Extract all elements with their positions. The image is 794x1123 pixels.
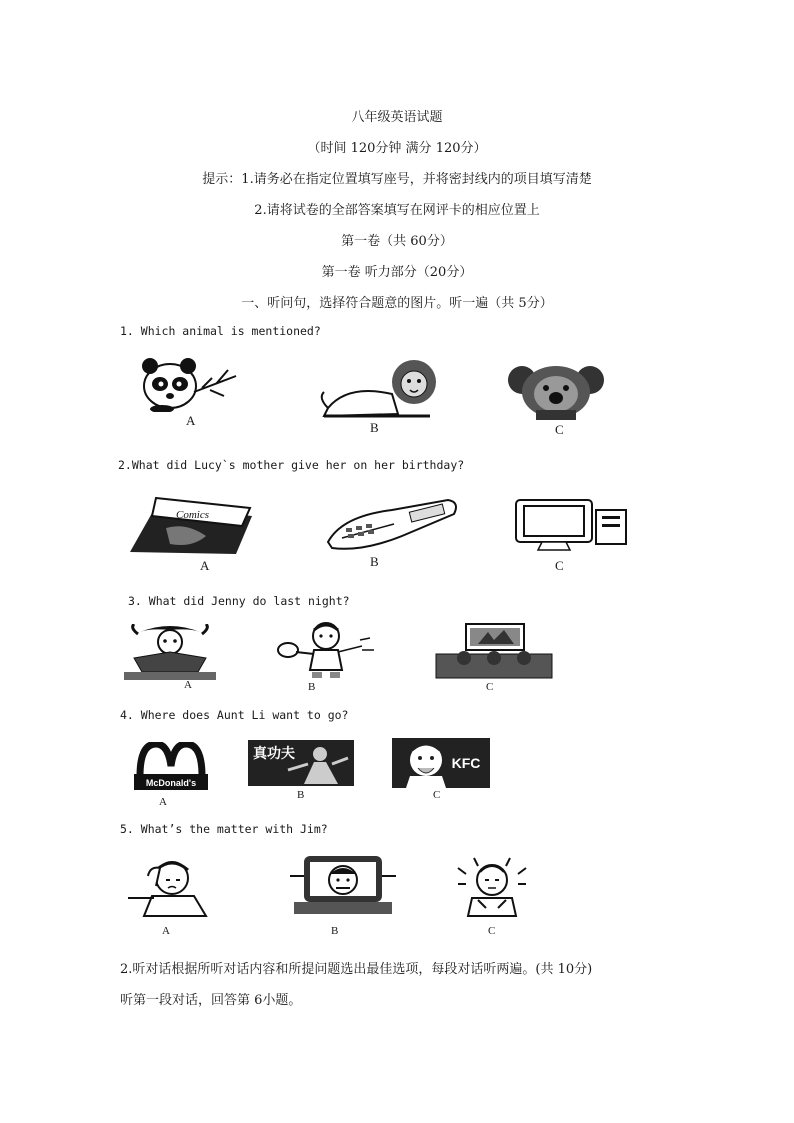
q1-option-c-label: C — [555, 422, 564, 437]
mcdonalds-logo-icon — [132, 742, 210, 796]
computer-icon — [512, 494, 630, 556]
volume-heading: 第一卷（共 60分） — [341, 234, 453, 249]
panda-icon — [132, 356, 242, 416]
kfc-logo-icon — [392, 738, 490, 792]
q1-option-a-label: A — [186, 413, 196, 428]
q3-option-b-label: B — [308, 681, 316, 693]
exam-title: 八年级英语试题 — [351, 110, 443, 125]
koala-icon — [506, 364, 606, 424]
lion-icon — [318, 358, 440, 424]
q2-option-b-label: B — [370, 554, 379, 569]
magazine-icon — [126, 492, 256, 560]
q3-option-a-label: A — [184, 679, 192, 691]
q1-option-b-label: B — [370, 420, 379, 435]
q4-option-c-label: C — [433, 789, 441, 801]
kungfu-sign-text: 真功夫 — [253, 746, 295, 762]
tip-line-2: 2.请将试卷的全部答案填写在网评卡的相应位置上 — [254, 203, 540, 218]
watching-tv-icon — [434, 622, 554, 684]
headache-man-icon — [126, 856, 224, 922]
section-heading: 第一卷 听力部分（20分） — [321, 265, 473, 280]
sick-boy-tv-icon — [288, 854, 398, 920]
reading-girl-icon — [120, 624, 220, 686]
question-1: 1. Which animal is mentioned? — [120, 324, 321, 338]
first-dialog-instruction: 听第一段对话，回答第 6小题。 — [120, 993, 302, 1008]
mobile-phone-icon — [322, 496, 462, 554]
q5-option-a-label: A — [162, 925, 170, 937]
q2-option-a-label: A — [200, 558, 210, 573]
tennis-player-icon — [270, 620, 380, 684]
question-5: 5. What’s the matter with Jim? — [120, 822, 328, 836]
question-3: 3. What did Jenny do last night? — [128, 594, 350, 608]
q2-option-c-label: C — [555, 558, 564, 573]
question-2: 2.What did Lucy`s mother give her on her birthday? — [118, 458, 465, 472]
tip-line-1: 提示：1.请务必在指定位置填写座号，并将密封线内的项目填写清楚 — [202, 172, 592, 187]
question-4: 4. Where does Aunt Li want to go? — [120, 708, 349, 722]
q4-option-b-label: B — [297, 789, 305, 801]
part1-heading: 一、听问句，选择符合题意的图片。听一遍（共 5分） — [241, 296, 553, 311]
q5-option-b-label: B — [331, 925, 339, 937]
q5-option-c-label: C — [488, 925, 496, 937]
kungfu-restaurant-icon — [248, 740, 354, 790]
cold-man-icon — [452, 856, 532, 922]
q4-option-a-label: A — [159, 796, 167, 808]
q3-option-c-label: C — [486, 681, 494, 693]
part2-heading: 2.听对话根据所听对话内容和所提问题选出最佳选项，每段对话听两遍。(共 10分) — [120, 962, 593, 977]
time-line: （时间 120分钟 满分 120分） — [307, 141, 487, 156]
mcdonalds-text: McDonald's — [145, 778, 197, 788]
kfc-text: KFC — [451, 755, 481, 771]
magazine-title: Comics — [176, 509, 209, 521]
